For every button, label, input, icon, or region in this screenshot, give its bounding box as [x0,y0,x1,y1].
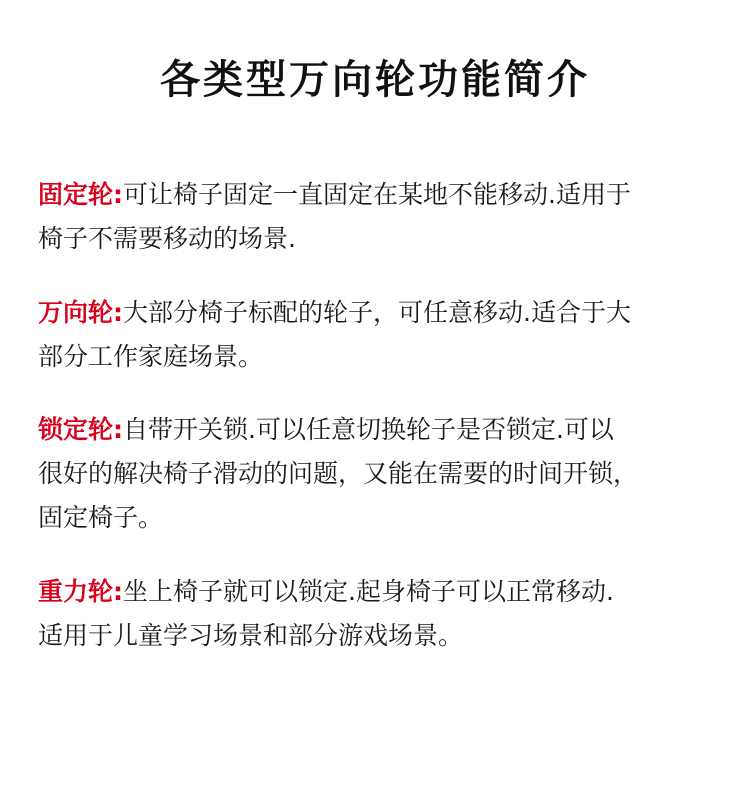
section-locking-wheel [38,408,718,540]
term-label: 锁定轮: [38,415,123,444]
description-text: 自带开关锁.可以任意切换轮子是否锁定.可以 [123,415,614,444]
section-gravity-wheel [38,570,718,658]
description-text: 固定椅子。 [38,503,164,532]
description-text: 部分工作家庭场景。 [38,342,264,371]
term-label: 固定轮: [38,180,123,209]
section-fixed-wheel [38,173,718,261]
section-first-line [38,291,718,335]
section-first-line [38,408,718,452]
section-first-line [38,570,718,614]
section-first-line [38,173,718,217]
description-text: 适用于儿童学习场景和部分游戏场景。 [38,621,464,650]
page-title: 各类型万向轮功能简介 [160,57,590,103]
term-label: 万向轮: [38,298,123,327]
description-text: 椅子不需要移动的场景. [38,224,296,253]
description-text: 很好的解决椅子滑动的问题，又能在需要的时间开锁， [38,459,639,488]
description-text: 坐上椅子就可以锁定.起身椅子可以正常移动. [123,577,614,606]
section-universal-wheel [38,291,718,379]
term-label: 重力轮: [38,577,123,606]
description-text: 大部分椅子标配的轮子，可任意移动.适合于大 [123,298,631,327]
description-text: 可让椅子固定一直固定在某地不能移动.适用于 [123,180,631,209]
